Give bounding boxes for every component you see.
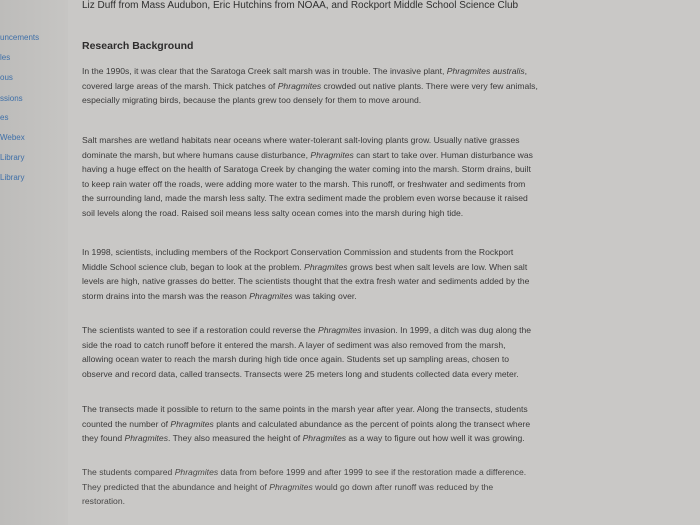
paragraph-text: grows best when salt levels are low. When salt levels are high, native grasses do better. The scientists thought that the extra fresh water and sediments added by the storm drains into the marsh was the reason	[82, 261, 530, 301]
paragraph-text: can start to take over. Human disturbance was having a huge effect on the health of Saratoga Creek by changing the water coming into the marsh. Storm drains, built to keep rain water off the roads, were adding more water to the marsh. This runoff, or freshwater and sediments from the surrounding land, made the marsh less salty. The extra sediment made the problem even worse because it raised soil levels along the road. Raised soil means less salty ocean comes into the marsh during high tide.	[82, 149, 533, 218]
paragraph-text: invasion. In 1999, a ditch was dug along the side the road to catch runoff before it entered the marsh. A layer of sediment was also removed from the marsh, allowing ocean water to reach the marsh during high tide once again. Students set up sampling areas, chosen to observe and record data, called transects. Transects were 25 meters long and students collected data every meter.	[82, 325, 532, 379]
paragraph-text: The transects made it possible to return to the same points in the marsh year after year. Along the transects, students counted the number of	[82, 404, 528, 429]
paragraph-text: crowded out native plants. There were very few animals, especially migrating birds, because the plants grew too densely for them to move around.	[82, 80, 538, 106]
paragraph-text: would go down after runoff was reduced by the restoration.	[82, 481, 494, 507]
paragraph-3	[82, 245, 538, 303]
paragraph-5	[82, 402, 538, 446]
paragraph-text: The scientists wanted to see if a restoration could reverse the	[82, 325, 318, 335]
paragraph-text: as a way to figure out how well it was growing.	[346, 433, 525, 444]
sidebar-item-library-2[interactable]: Library	[0, 173, 25, 182]
sidebar-item-library-1[interactable]: Library	[0, 153, 25, 162]
paragraph-1	[82, 64, 538, 108]
paragraph-text: was taking over.	[292, 290, 357, 301]
sidebar-item-discussions[interactable]: ssions	[0, 94, 23, 103]
paragraph-text: In 1998, scientists, including members of the Rockport Conservation Commission and students from the Rockport Middle School science club, began to look at the problem.	[82, 247, 514, 272]
species-name: Phragmites	[124, 433, 168, 444]
main-content	[68, 0, 700, 525]
species-name: Phragmites	[302, 433, 347, 444]
sidebar-item-files[interactable]: les	[0, 53, 11, 62]
paragraph-text: , covered large areas of the marsh. Thick patches of	[82, 66, 528, 91]
species-name: Phragmites	[170, 418, 214, 429]
page-title: Research Background	[82, 40, 194, 52]
paragraph-text: In the 1990s, it was clear that the Saratoga Creek salt marsh was in trouble. The invasive plant,	[82, 66, 447, 76]
credit-line: Liz Duff from Mass Audubon, Eric Hutchins from NOAA, and Rockport Middle School Science Club	[82, 0, 519, 11]
paragraph-4	[82, 323, 538, 381]
species-name: Phragmites	[277, 80, 322, 91]
species-name: Phragmites	[310, 149, 354, 160]
paragraph-text: The students compared	[82, 467, 175, 477]
paragraph-2	[82, 133, 538, 221]
sidebar-item-modules[interactable]: es	[0, 113, 9, 122]
paragraph-text: data from before 1999 and after 1999 to see if the restoration made a difference. They predicted that the abundance and height of	[82, 467, 527, 492]
paragraph-6	[82, 465, 538, 509]
sidebar-item-webex[interactable]: Webex	[0, 133, 25, 142]
paragraph-text: Salt marshes are wetland habitats near oceans where water-tolerant salt-loving plants grow. Usually native grasses dominate the marsh, but where humans cause disturbance,	[82, 135, 520, 160]
sidebar-item-announcements[interactable]: uncements	[0, 33, 40, 42]
species-name: Phragmites	[269, 481, 313, 492]
species-name: Phragmites	[249, 290, 293, 301]
species-name: Phragmites	[304, 261, 348, 272]
sidebar-item-syllabus[interactable]: ous	[0, 73, 13, 82]
species-name: Phragmites	[317, 325, 362, 335]
paragraph-text: . They also measured the height of	[168, 433, 303, 444]
paragraph-text: plants and calculated abundance as the percent of points along the transect where they found	[82, 418, 531, 444]
sidebar	[0, 0, 68, 525]
species-name: Phragmites	[174, 467, 219, 477]
species-name: Phragmites australis	[446, 66, 525, 76]
